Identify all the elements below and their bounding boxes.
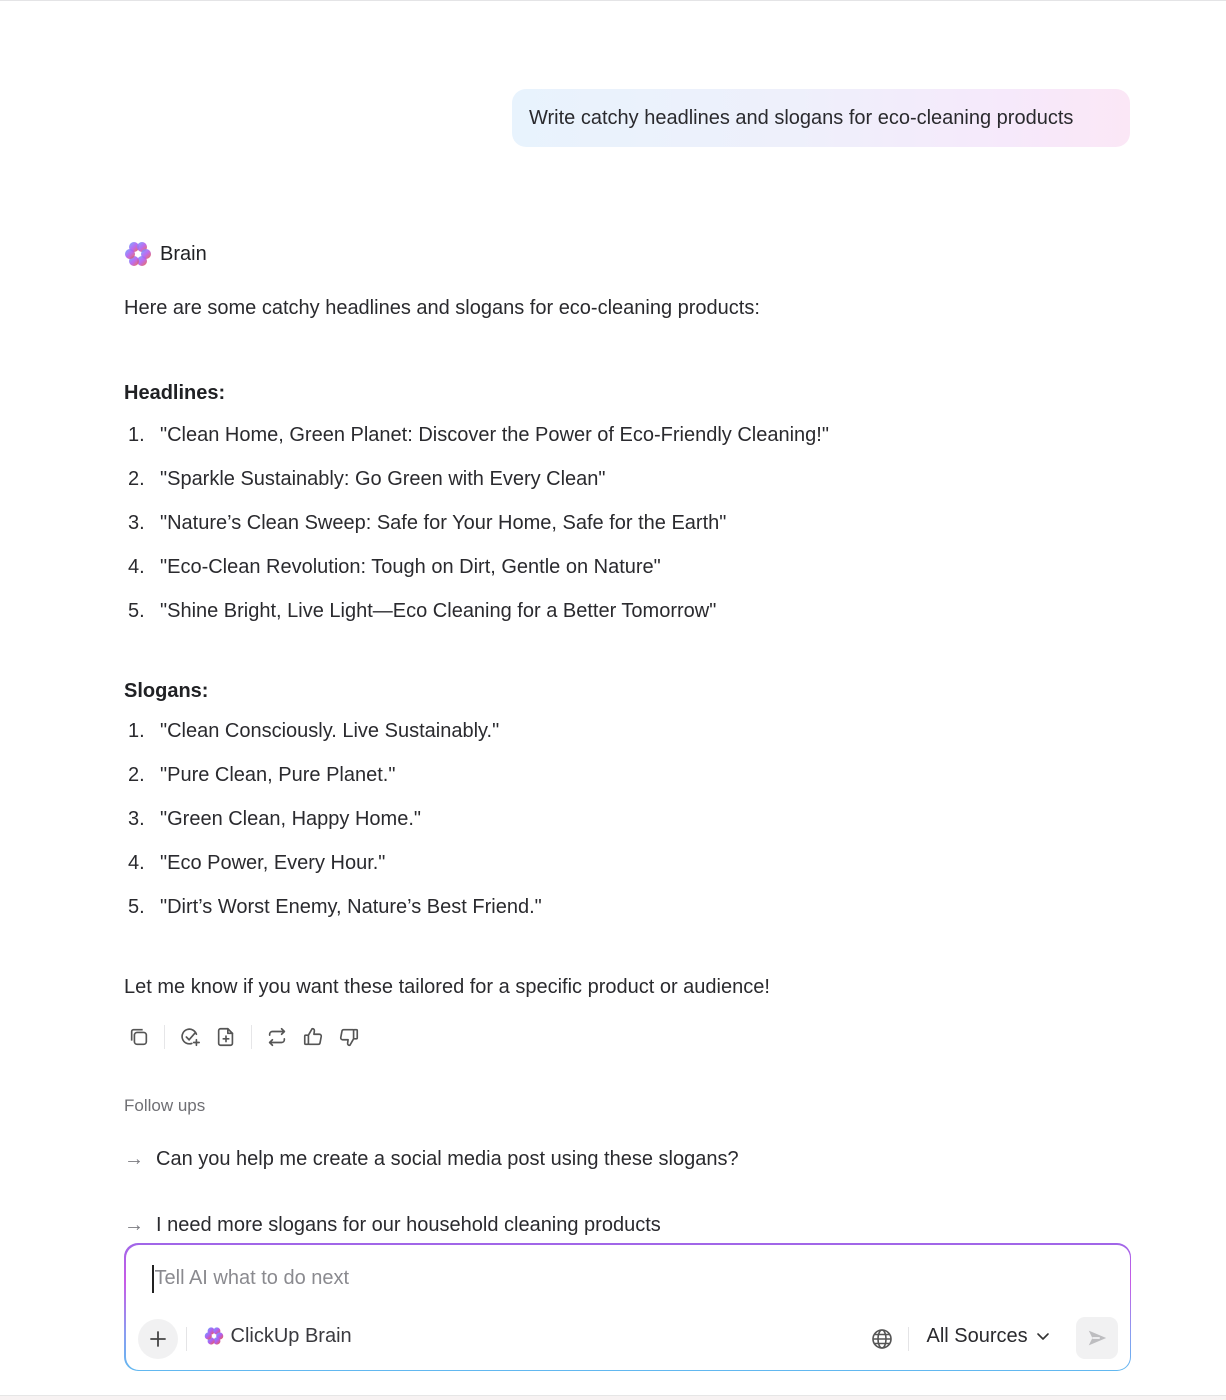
list-item: 4. "Eco-Clean Revolution: Tough on Dirt, Gentle on Nature" [128, 556, 661, 578]
followup-clip-region [124, 1205, 1130, 1236]
composer [124, 1243, 1131, 1371]
thumbs-down-icon [338, 1026, 360, 1048]
add-to-doc-button[interactable] [211, 1022, 241, 1052]
slogans-list [124, 720, 542, 940]
add-to-doc-icon [215, 1026, 237, 1048]
thumbs-up-icon [302, 1026, 324, 1048]
arrow-right-icon: → [124, 1214, 144, 1236]
list-item: 1. "Clean Home, Green Planet: Discover the Power of Eco-Friendly Cleaning!" [128, 424, 829, 446]
list-item: 5. "Dirt’s Worst Enemy, Nature’s Best Friend." [128, 896, 542, 918]
list-item: 1. "Clean Consciously. Live Sustainably." [128, 720, 500, 742]
action-divider [251, 1025, 252, 1049]
sources-label: All Sources [926, 1324, 1028, 1347]
followup-text: I need more slogans for our household cleaning products [156, 1214, 661, 1236]
thumbs-down-button[interactable] [334, 1022, 364, 1052]
user-message-text: Write catchy headlines and slogans for eco-cleaning products [529, 106, 1074, 129]
plus-icon [149, 1330, 167, 1348]
model-name: ClickUp Brain [230, 1324, 352, 1347]
brain-logo-icon [204, 1326, 224, 1346]
copy-icon [128, 1026, 150, 1048]
send-icon [1086, 1327, 1108, 1349]
list-item: 4. "Eco Power, Every Hour." [128, 852, 386, 874]
assistant-header [124, 240, 207, 268]
create-task-button[interactable] [175, 1022, 205, 1052]
send-button[interactable] [1076, 1317, 1118, 1359]
response-actions [124, 1022, 370, 1052]
add-attachment-button[interactable] [138, 1319, 178, 1359]
followup-item[interactable] [124, 1148, 739, 1171]
composer-divider [186, 1327, 187, 1351]
bottom-edge [0, 1395, 1226, 1400]
list-item: 2. "Sparkle Sustainably: Go Green with Every Clean" [128, 468, 606, 490]
list-item: 5. "Shine Bright, Live Light—Eco Cleaning for a Better Tomorrow" [128, 600, 717, 622]
thumbs-up-button[interactable] [298, 1022, 328, 1052]
headlines-heading: Headlines: [124, 382, 226, 404]
chevron-down-icon [1036, 1329, 1050, 1343]
user-message-bubble [512, 89, 1130, 147]
regenerate-icon [266, 1026, 288, 1048]
brain-logo-icon [124, 240, 152, 268]
model-selector[interactable] [204, 1325, 352, 1348]
top-divider [0, 0, 1226, 1]
prompt-input[interactable] [152, 1265, 1052, 1293]
regenerate-button[interactable] [262, 1022, 292, 1052]
list-item: 3. "Green Clean, Happy Home." [128, 808, 421, 830]
composer-body [126, 1245, 1130, 1370]
globe-icon[interactable] [870, 1327, 894, 1351]
list-item: 2. "Pure Clean, Pure Planet." [128, 764, 396, 786]
headlines-list [124, 424, 829, 644]
arrow-right-icon: → [124, 1148, 144, 1170]
assistant-name: Brain [160, 242, 207, 265]
slogans-heading: Slogans: [124, 680, 209, 702]
composer-divider [908, 1327, 909, 1351]
response-closing: Let me know if you want these tailored for a specific product or audience! [124, 976, 770, 998]
create-task-icon [179, 1026, 201, 1048]
followups-label: Follow ups [124, 1096, 206, 1115]
copy-button[interactable] [124, 1022, 154, 1052]
response-intro: Here are some catchy headlines and slogans for eco-cleaning products: [124, 297, 760, 319]
list-item: 3. "Nature’s Clean Sweep: Safe for Your Home, Safe for the Earth" [128, 512, 727, 534]
followup-item[interactable] [124, 1214, 661, 1237]
sources-dropdown[interactable] [927, 1325, 1050, 1348]
followup-text: Can you help me create a social media post using these slogans? [156, 1148, 739, 1170]
action-divider [164, 1025, 165, 1049]
